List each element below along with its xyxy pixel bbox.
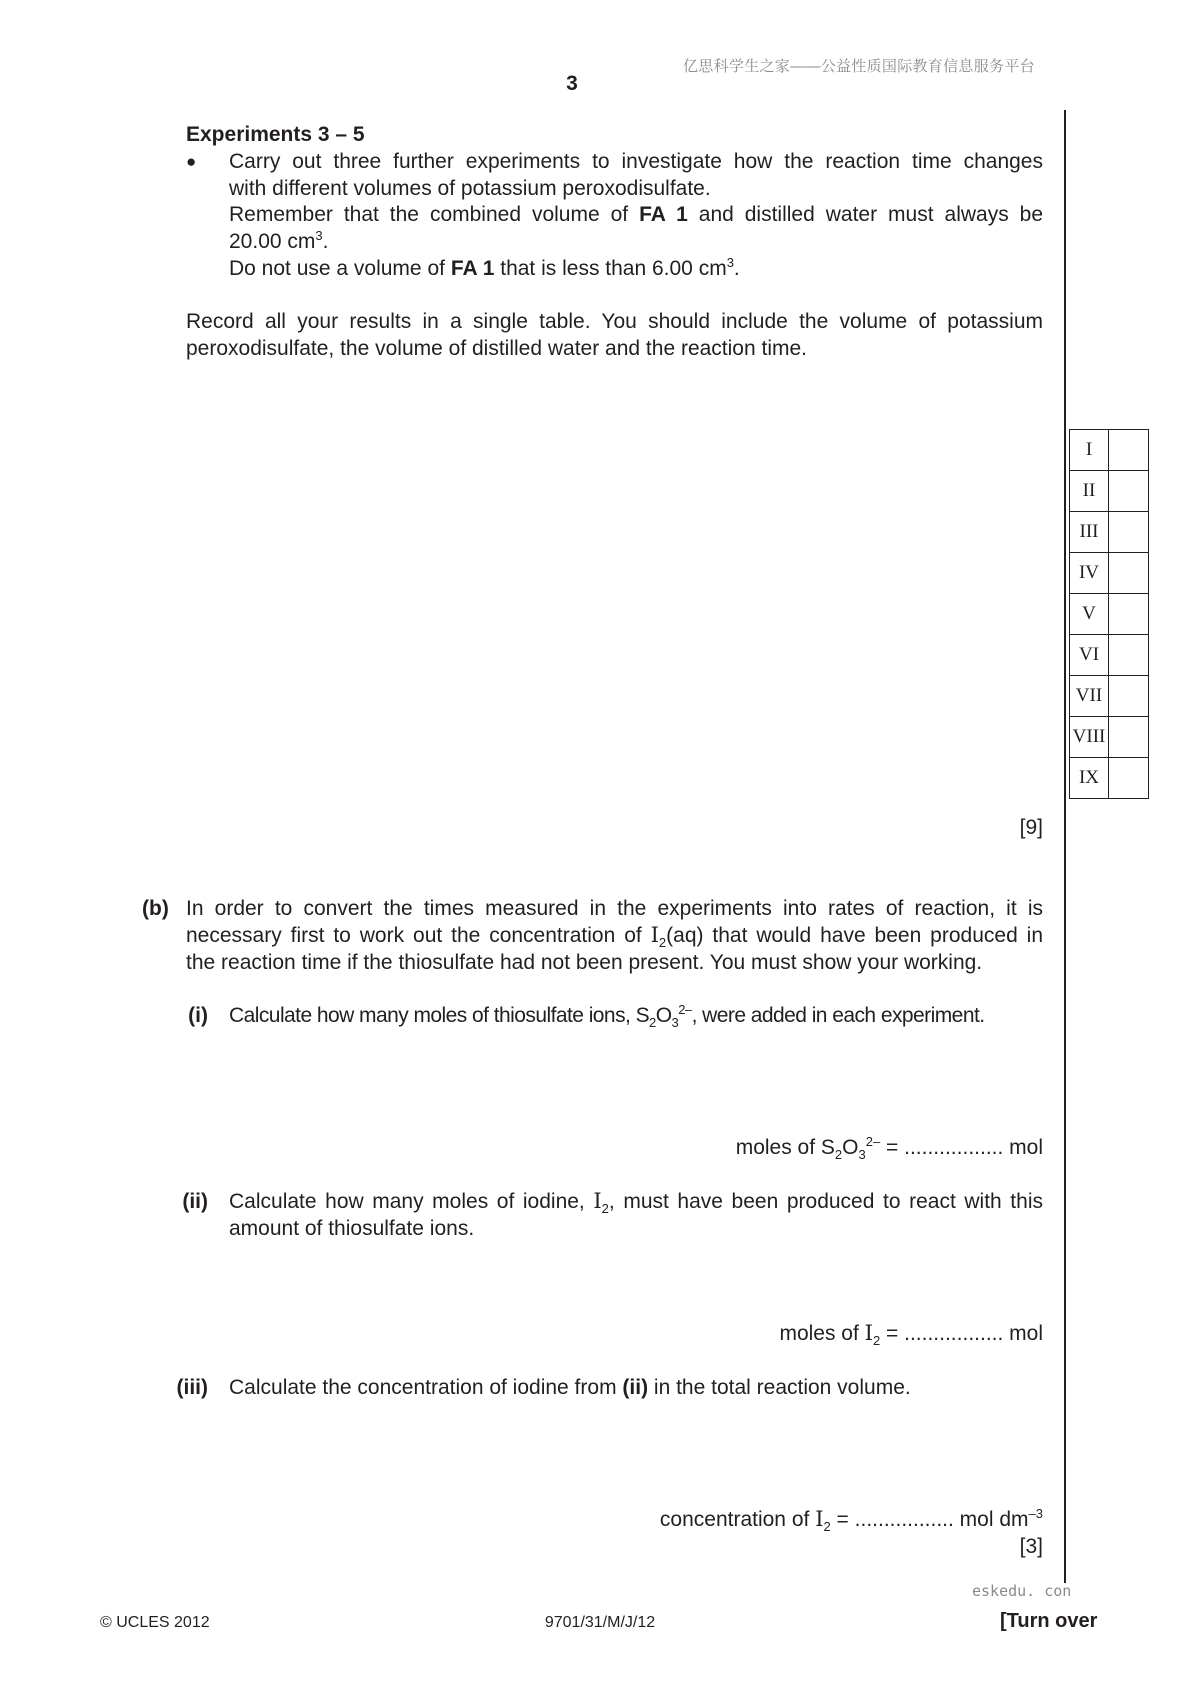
marks-box (1109, 594, 1149, 635)
marks-row (1070, 430, 1149, 471)
marks-label: I (1070, 430, 1109, 471)
answer-ii-pre: moles of (779, 1322, 859, 1345)
remember-pre: Remember that the combined volume of (229, 203, 629, 226)
part-iii-answer-line (543, 1506, 1043, 1533)
subscript-3: 3 (671, 1015, 679, 1030)
part-iii-label: (iii) (176, 1376, 208, 1399)
part-ii-text-pre: Calculate how many moles of iodine, (229, 1190, 585, 1213)
oxygen-symbol: O (842, 1136, 859, 1159)
marks-row (1070, 471, 1149, 512)
part-b-label: (b) (142, 897, 169, 920)
marks-box (1109, 512, 1149, 553)
part-b-line-2-post: (aq) that would have been produced in (666, 924, 1043, 947)
marks-label: VII (1070, 676, 1109, 717)
part-i-text-pre: Calculate how many moles of thiosulfate ions, S (229, 1004, 650, 1027)
marks-row (1070, 553, 1149, 594)
marks-row (1070, 676, 1149, 717)
part-ii-answer-line (643, 1320, 1043, 1347)
charge: 2– (865, 1134, 881, 1149)
subscript-3: 3 (858, 1147, 866, 1162)
marks-row (1070, 758, 1149, 799)
marks-box (1109, 635, 1149, 676)
part-b-line-2-pre: necessary first to work out the concentration of (186, 924, 642, 947)
answer-ii-post: = ................. mol (880, 1322, 1043, 1345)
bullet-icon: ● (186, 152, 197, 171)
donot-period: . (733, 257, 740, 280)
answer-i-post: = ................. mol (880, 1136, 1043, 1159)
marks-9: [9] (1019, 816, 1043, 839)
page-number: 3 (566, 72, 578, 95)
part-iii-text-post: in the total reaction volume. (653, 1376, 911, 1399)
volume-period: . (322, 230, 329, 253)
bullet-line-2: with different volumes of potassium peroxodisulfate. (229, 177, 711, 200)
volume-line (229, 228, 328, 255)
donot-line (229, 255, 740, 282)
iodine-formula (593, 1189, 1043, 1216)
part-i-text-post: , were added in each experiment. (691, 1004, 985, 1027)
iodine-symbol: I (864, 1321, 873, 1345)
iodine-symbol: I (593, 1189, 602, 1213)
copyright: © UCLES 2012 (100, 1614, 210, 1631)
iodine-subscript: 2 (601, 1201, 609, 1216)
marks-box (1109, 430, 1149, 471)
marks-row (1070, 717, 1149, 758)
fa1-label: FA 1 (450, 257, 495, 280)
paper-code: 9701/31/M/J/12 (544, 1614, 656, 1631)
marks-row (1070, 594, 1149, 635)
iodine-subscript: 2 (658, 935, 667, 950)
marks-label: V (1070, 594, 1109, 635)
turn-over: [Turn over (1000, 1610, 1098, 1632)
answer-iii-exponent: –3 (1028, 1506, 1043, 1521)
marks-label: II (1070, 471, 1109, 512)
part-b-line-2 (186, 922, 1043, 949)
part-ii-line-1 (229, 1188, 1043, 1215)
marks-row (1070, 635, 1149, 676)
iodine-symbol: I (650, 923, 659, 947)
volume-exponent: 3 (315, 228, 323, 243)
marks-box (1109, 553, 1149, 594)
marks-row (1070, 512, 1149, 553)
donot-exponent: 3 (726, 255, 734, 270)
part-iii-question (229, 1374, 911, 1401)
bullet-line-1: Carry out three further experiments to investigate how the reaction time changes (229, 150, 1043, 173)
marks-box (1109, 471, 1149, 512)
site-watermark: eskedu. con (972, 1582, 1072, 1600)
answer-iii-pre: concentration of (659, 1508, 810, 1531)
marks-label: VI (1070, 635, 1109, 676)
record-line-2: peroxodisulfate, the volume of distilled water and the reaction time. (186, 337, 808, 360)
subscript-2: 2 (649, 1015, 656, 1030)
iodine-symbol: I (815, 1507, 824, 1531)
donot-pre: Do not use a volume of (229, 257, 445, 280)
part-iii-text-pre: Calculate the concentration of iodine from (229, 1376, 617, 1399)
marks-label: III (1070, 512, 1109, 553)
remember-post: and distilled water must always be (698, 203, 1044, 226)
answer-i-pre: moles of S (735, 1136, 835, 1159)
experiments-heading: Experiments 3 – 5 (186, 123, 365, 146)
marks-label: IX (1070, 758, 1109, 799)
marks-box (1109, 717, 1149, 758)
marks-box (1109, 758, 1149, 799)
marks-label: IV (1070, 553, 1109, 594)
part-i-answer-line (643, 1134, 1043, 1161)
donot-post: that is less than 6.00 cm (500, 257, 727, 280)
charge: 2– (678, 1002, 692, 1017)
marks-box (1109, 676, 1149, 717)
answer-iii-post: = ................. mol dm (830, 1508, 1029, 1531)
part-i-question (229, 1002, 985, 1029)
part-ii-text-post: , must have been produced to react with this (608, 1190, 1043, 1213)
remember-line (229, 201, 1043, 228)
volume-value: 20.00 cm (229, 230, 316, 253)
iodine-subscript: 2 (823, 1519, 831, 1534)
part-b-line-3: the reaction time if the thiosulfate had not been present. You must show your working. (186, 951, 983, 974)
marks-label: VIII (1070, 717, 1109, 758)
fa1-label: FA 1 (639, 203, 688, 226)
marks-grid (1069, 429, 1149, 799)
iodine-subscript: 2 (872, 1333, 881, 1348)
part-ii-label: (ii) (182, 1190, 208, 1213)
part-iii-ref: (ii) (622, 1376, 649, 1399)
subscript-2: 2 (834, 1147, 843, 1162)
iodine-formula (650, 923, 1043, 950)
record-line-1: Record all your results in a single table. You should include the volume of potassium (186, 310, 1043, 333)
marks-3: [3] (1019, 1535, 1043, 1558)
margin-rule (1064, 110, 1066, 1583)
part-ii-line-2: amount of thiosulfate ions. (229, 1217, 475, 1240)
header-watermark: 亿思科学生之家——公益性质国际教育信息服务平台 (683, 58, 1035, 75)
part-b-line-1: In order to convert the times measured in the experiments into rates of reaction, it is (186, 897, 1043, 920)
part-i-label: (i) (188, 1004, 208, 1027)
oxygen-symbol: O (655, 1004, 672, 1027)
